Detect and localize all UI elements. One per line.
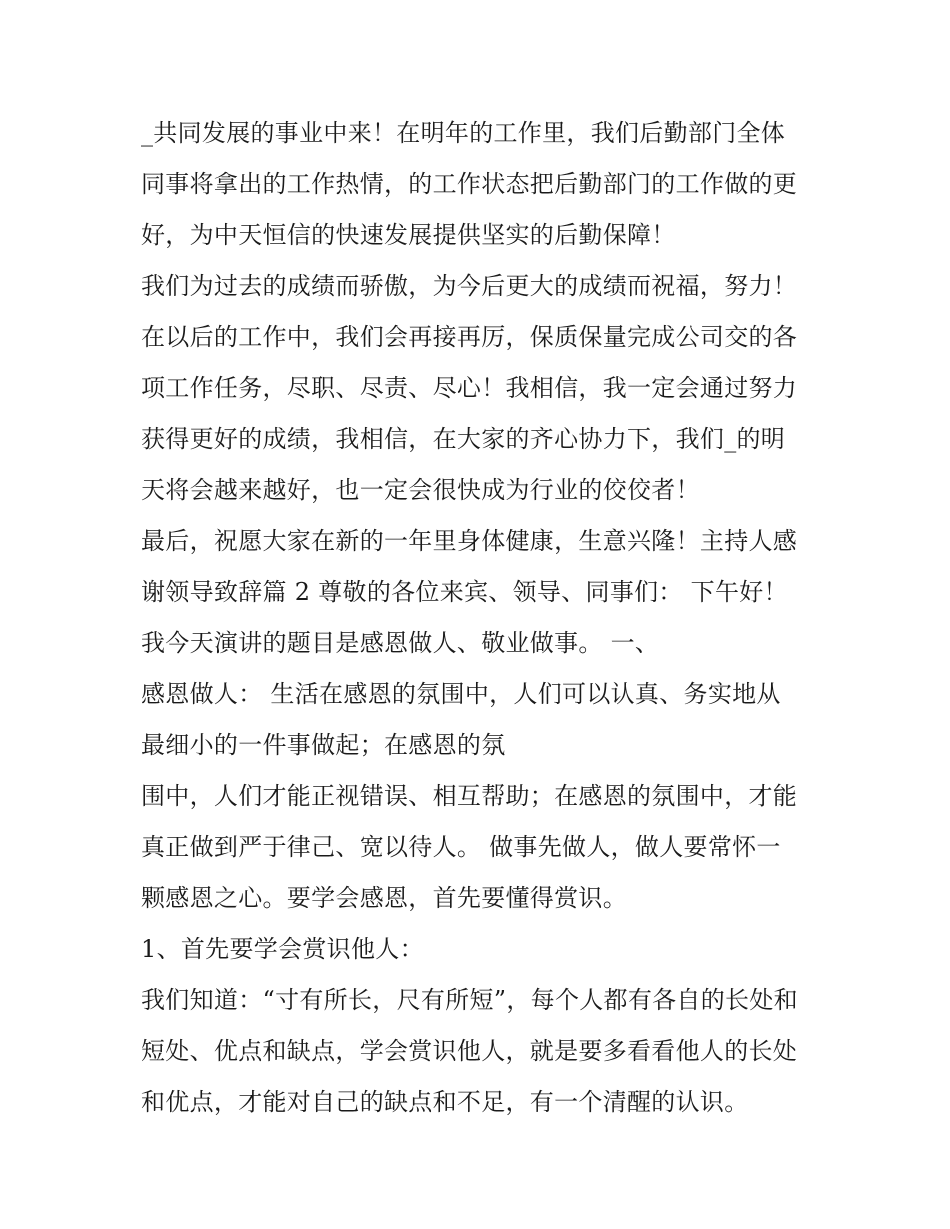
text-line-14: 围中，人们才能正视错误、相互帮助；在感恩的氛围中，才能 [141, 782, 798, 810]
text-line-3: 好，为中天恒信的快速发展提供坚实的后勤保障！ [141, 221, 676, 249]
text-line-10: 谢领导致辞篇 2 尊敬的各位来宾、领导、同事们： 下午好！ [141, 578, 788, 606]
text-line-18: 我们知道：“寸有所长，尺有所短”，每个人都有各自的长处和 [141, 986, 798, 1014]
text-line-4: 我们为过去的成绩而骄傲，为今后更大的成绩而祝福，努力！ [141, 272, 798, 300]
text-line-16: 颗感恩之心。要学会感恩，首先要懂得赏识。 [141, 884, 627, 912]
text-line-15: 真正做到严于律己、宽以待人。 做事先做人，做人要常怀一 [141, 833, 781, 861]
text-line-5: 在以后的工作中，我们会再接再厉，保质保量完成公司交的各 [141, 323, 798, 351]
text-line-19: 短处、优点和缺点，学会赏识他人，就是要多看看他人的长处 [141, 1037, 798, 1065]
text-line-7: 获得更好的成绩，我相信，在大家的齐心协力下，我们_的明 [141, 425, 786, 453]
text-line-8: 天将会越来越好，也一定会很快成为行业的佼佼者！ [141, 476, 700, 504]
text-line-6: 项工作任务，尽职、尽责、尽心！我相信，我一定会通过努力 [141, 374, 798, 402]
text-line-1: _共同发展的事业中来！在明年的工作里，我们后勤部门全体 [141, 119, 786, 147]
text-line-9: 最后，祝愿大家在新的一年里身体健康，生意兴隆！主持人感 [141, 527, 798, 555]
text-line-13: 最细小的一件事做起；在感恩的氛 [141, 731, 506, 759]
text-line-20: 和优点，才能对自己的缺点和不足，有一个清醒的认识。 [141, 1088, 749, 1116]
text-line-17: 1、首先要学会赏识他人： [141, 935, 424, 963]
text-line-12: 感恩做人： 生活在感恩的氛围中，人们可以认真、务实地从 [141, 680, 781, 708]
text-line-2: 同事将拿出的工作热情，的工作状态把后勤部门的工作做的更 [141, 170, 798, 198]
document-body [141, 108, 821, 1128]
text-line-11: 我今天演讲的题目是感恩做人、敬业做事。 一、 [141, 629, 660, 657]
